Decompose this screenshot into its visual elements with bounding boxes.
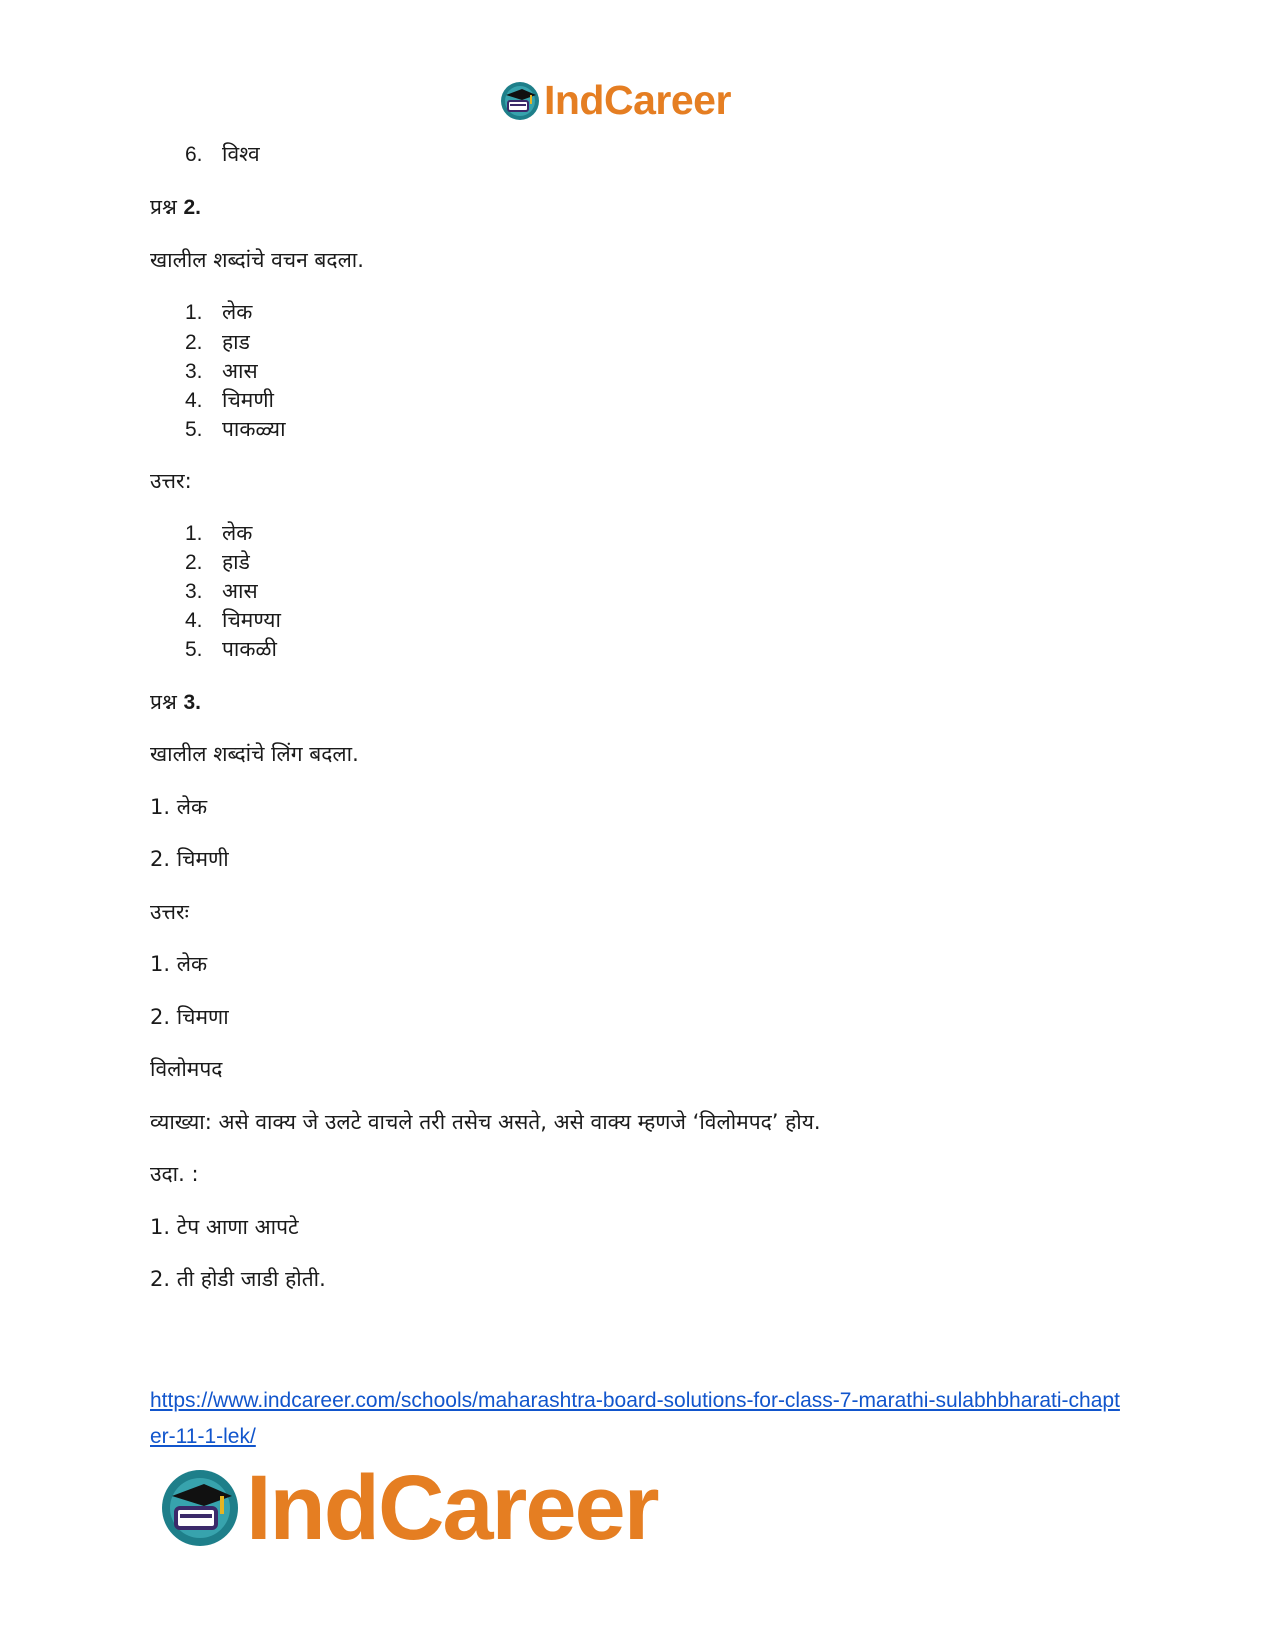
definition-text: व्याख्या: असे वाक्य जे उलटे वाचले तरी तसेच असते, असे वाक्य म्हणजे ‘विलोमपद’ होय. <box>150 1110 821 1134</box>
question-heading: प्रश्न 2. <box>150 195 201 219</box>
example-item: 2. ती होडी जाडी होती. <box>150 1267 326 1291</box>
example-label: उदा. : <box>150 1162 199 1186</box>
graduation-book-icon <box>500 81 540 121</box>
header-logo <box>500 77 731 123</box>
list-item: 2. चिमणी <box>150 847 229 871</box>
list-item: 2. चिमणा <box>150 1005 229 1029</box>
list-item: 1. लेक <box>150 795 208 819</box>
section-heading: विलोमपद <box>150 1057 223 1081</box>
list-item: 4. चिमण्या <box>185 608 281 632</box>
logo-text: IndCareer <box>246 1457 658 1559</box>
source-link[interactable]: https://www.indcareer.com/schools/maharashtra-board-solutions-for-class-7-marathi-sulabhbharati-chapter-11-1-lek/ <box>150 1389 1120 1448</box>
question-heading: प्रश्न 3. <box>150 690 201 714</box>
list-item: 1. लेक <box>185 521 253 545</box>
logo-text: IndCareer <box>544 77 731 123</box>
example-item: 1. टेप आणा आपटे <box>150 1215 299 1239</box>
list-item: 1. लेक <box>185 300 253 324</box>
question-instruction: खालील शब्दांचे वचन बदला. <box>150 248 364 272</box>
list-item: 2. हाडे <box>185 550 250 574</box>
list-item: 3. आस <box>185 359 258 383</box>
footer-logo <box>160 1457 658 1559</box>
list-item: 6. विश्व <box>185 142 260 166</box>
list-item: 4. चिमणी <box>185 388 274 412</box>
question-instruction: खालील शब्दांचे लिंग बदला. <box>150 742 359 766</box>
list-item: 5. पाकळ्या <box>185 417 286 441</box>
graduation-book-icon <box>160 1468 240 1548</box>
list-item: 3. आस <box>185 579 258 603</box>
list-item: 2. हाड <box>185 330 250 354</box>
list-item: 5. पाकळी <box>185 637 277 661</box>
answer-label: उत्तरः <box>150 900 189 924</box>
list-item: 1. लेक <box>150 952 208 976</box>
answer-label: उत्तर: <box>150 469 192 493</box>
